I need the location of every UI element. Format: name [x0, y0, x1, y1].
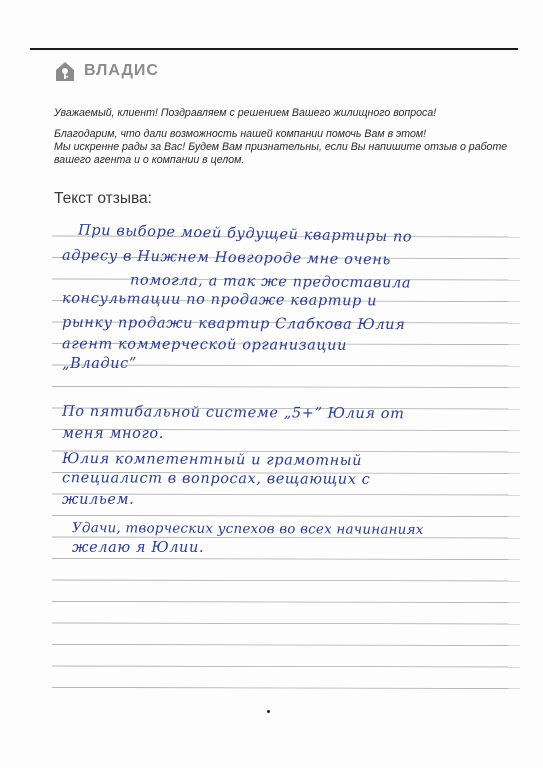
review-line: При выборе моей будущей квартиры по [77, 222, 413, 246]
review-line: „Владис” [62, 356, 137, 372]
review-line: Юлия компетентный и грамотный [61, 450, 363, 470]
review-line: помогла, а так же предоставила [129, 272, 412, 292]
scan-speck [267, 710, 270, 713]
review-line: По пятибальной системе „5+” Юлия от [61, 403, 405, 423]
review-line: адресу в Нижнем Новгороде мне очень [61, 247, 392, 269]
review-line: консультации по продаже квартир и [61, 290, 378, 310]
request-text-continued: вашего агента и о компании в целом. [54, 154, 245, 166]
review-line: агент коммерческой организации [61, 336, 348, 354]
brand-name: ВЛАДИС [84, 62, 159, 79]
greeting-text: Уважаемый, клиент! Поздравляем с решением Вашего жилищного вопроса! [54, 107, 437, 119]
review-line: рынку продажи квартир Слабкова Юлия [61, 314, 406, 334]
review-line: специалист в вопросах, вещающих с [61, 470, 371, 488]
review-heading: Текст отзыва: [54, 190, 152, 207]
review-line: меня много. [62, 426, 164, 442]
thanks-text: Благодарим, что дали возможность нашей компании помочь Вам в этом! [54, 128, 427, 140]
review-line: Удачи, творческих успехов во всех начинаниях [71, 520, 424, 538]
request-text: Мы искренне рады за Вас! Будем Вам признательны, если Вы напишите отзыв о работе [54, 141, 508, 153]
review-line: желаю я Юлии. [72, 540, 205, 556]
review-line: жильем. [62, 492, 135, 508]
